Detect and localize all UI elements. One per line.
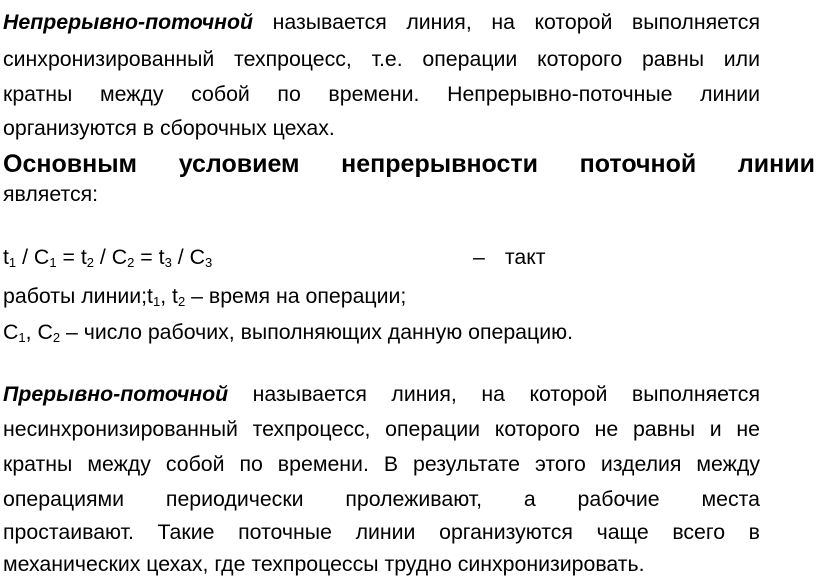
formula-t2: $t_2$ xyxy=(80,245,94,270)
para1-line1 xyxy=(3,8,760,36)
explanation-line1: работы $линии;t_1$, $t_2$ – время на операции; xyxy=(3,284,407,309)
explanation-line2: $C_1$, $C_2$ – число рабочих, выполняющих данную операцию. xyxy=(3,320,574,345)
formula-line: $t_1 / C_1 = t_2 / C_2 = t_3 / C_3$ – такт xyxy=(3,245,546,270)
formula-c3: $C_3$ xyxy=(189,245,213,270)
para1-line2: синхронизированный техпроцесс, т.е. операции которого равны или xyxy=(3,47,760,71)
para2-term: Прерывно-поточной xyxy=(3,382,229,406)
para1-line3: кратны между собой по времени. Непрерывно-поточные линии xyxy=(3,82,760,106)
para1-line1-text: называется линия, на которой выполняется xyxy=(253,10,760,34)
takt-label: – такт xyxy=(473,245,546,269)
para2-line6: механических цехах, где техпроцессы трудно синхронизировать. xyxy=(3,552,645,576)
para2-line3: кратны между собой по времени. В результате этого изделия между xyxy=(3,452,760,476)
para2-line5: простаивают. Такие поточные линии организуются чаще всего в xyxy=(3,520,760,544)
condition-heading-cont: является: xyxy=(3,182,99,206)
para1-term: Непрерывно-поточной xyxy=(3,10,254,34)
formula-c1: $C_1$ xyxy=(33,245,57,270)
para2-line2: несинхронизированный техпроцесс, операции которого не равны и не xyxy=(3,417,760,441)
condition-heading: Основным условием непрерывности поточной линии xyxy=(3,150,815,178)
para2-line1-text: называется линия, на которой выполняется xyxy=(228,382,760,406)
formula-c2: $C_2$ xyxy=(111,245,135,270)
formula-t3: $t_3$ xyxy=(158,245,172,270)
para1-line4: организуются в сборочных цехах. xyxy=(3,116,335,140)
para2-line1 xyxy=(3,380,760,408)
para2-line4: операциями периодически пролеживают, а рабочие места xyxy=(3,487,760,511)
formula-t1: $t_1$ xyxy=(3,245,17,270)
